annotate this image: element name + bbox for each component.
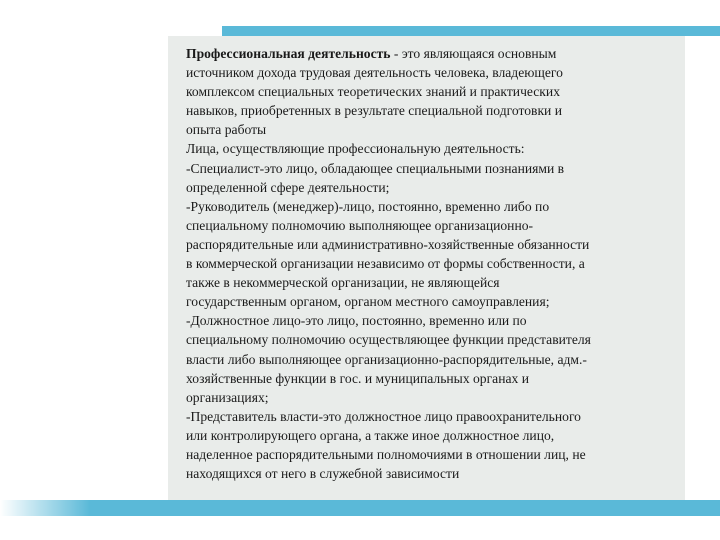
text-line-7: -Специалист-это лицо, обладающее специальными познаниями в bbox=[186, 160, 565, 176]
text-line-19: организациях; bbox=[186, 389, 269, 405]
text-line-9: -Руководитель (менеджер)-лицо, постоянно, временно либо по bbox=[186, 198, 550, 214]
text-line-18: хозяйственные функции в гос. и муниципальных органах и bbox=[186, 370, 529, 386]
definition-text-block bbox=[186, 44, 676, 483]
text-line-22: наделенное распорядительными полномочиями в отношении лиц, не bbox=[186, 446, 586, 462]
text-line-16: специальному полномочию осуществляющее функции представителя bbox=[186, 332, 591, 348]
text-line-8: определенной сфере деятельности; bbox=[186, 179, 390, 195]
bottom-accent-bar bbox=[0, 500, 720, 516]
text-line-14: государственным органом, органом местного самоуправления; bbox=[186, 294, 550, 310]
text-line-2: источником дохода трудовая деятельность человека, владеющего bbox=[186, 65, 563, 81]
text-line-17: власти либо выполняющее организационно-распорядительные, адм.- bbox=[186, 351, 587, 367]
text-line-21: или контролирующего органа, а также иное должностное лицо, bbox=[186, 427, 555, 443]
bottom-bar-fade bbox=[0, 500, 90, 516]
text-line-6: Лица, осуществляющие профессиональную деятельность: bbox=[186, 141, 525, 157]
text-line-1 bbox=[186, 44, 676, 63]
text-line-20: -Представитель власти-это должностное лицо правоохранительного bbox=[186, 408, 581, 424]
text-line-13: также в некоммерческой организации, не являющейся bbox=[186, 275, 500, 291]
text-line-23: находящихся от него в служебной зависимости bbox=[186, 466, 460, 482]
text-line-3: комплексом специальных теоретических знаний и практических bbox=[186, 84, 560, 100]
text-line-12: в коммерческой организации независимо от формы собственности, а bbox=[186, 256, 585, 272]
definition-term: Профессиональная деятельность bbox=[186, 46, 391, 61]
text-line-5: опыта работы bbox=[186, 122, 267, 138]
text-line-4: навыков, приобретенных в результате специальной подготовки и bbox=[186, 103, 563, 119]
text-line-11: распорядительные или административно-хозяйственные обязанности bbox=[186, 236, 590, 252]
text-line-1-rest: - это являющаяся основным bbox=[390, 46, 557, 61]
text-line-10: специальному полномочию выполняющее организационно- bbox=[186, 217, 534, 233]
text-line-15: -Должностное лицо-это лицо, постоянно, временно или по bbox=[186, 313, 527, 329]
top-accent-bar bbox=[222, 26, 720, 36]
